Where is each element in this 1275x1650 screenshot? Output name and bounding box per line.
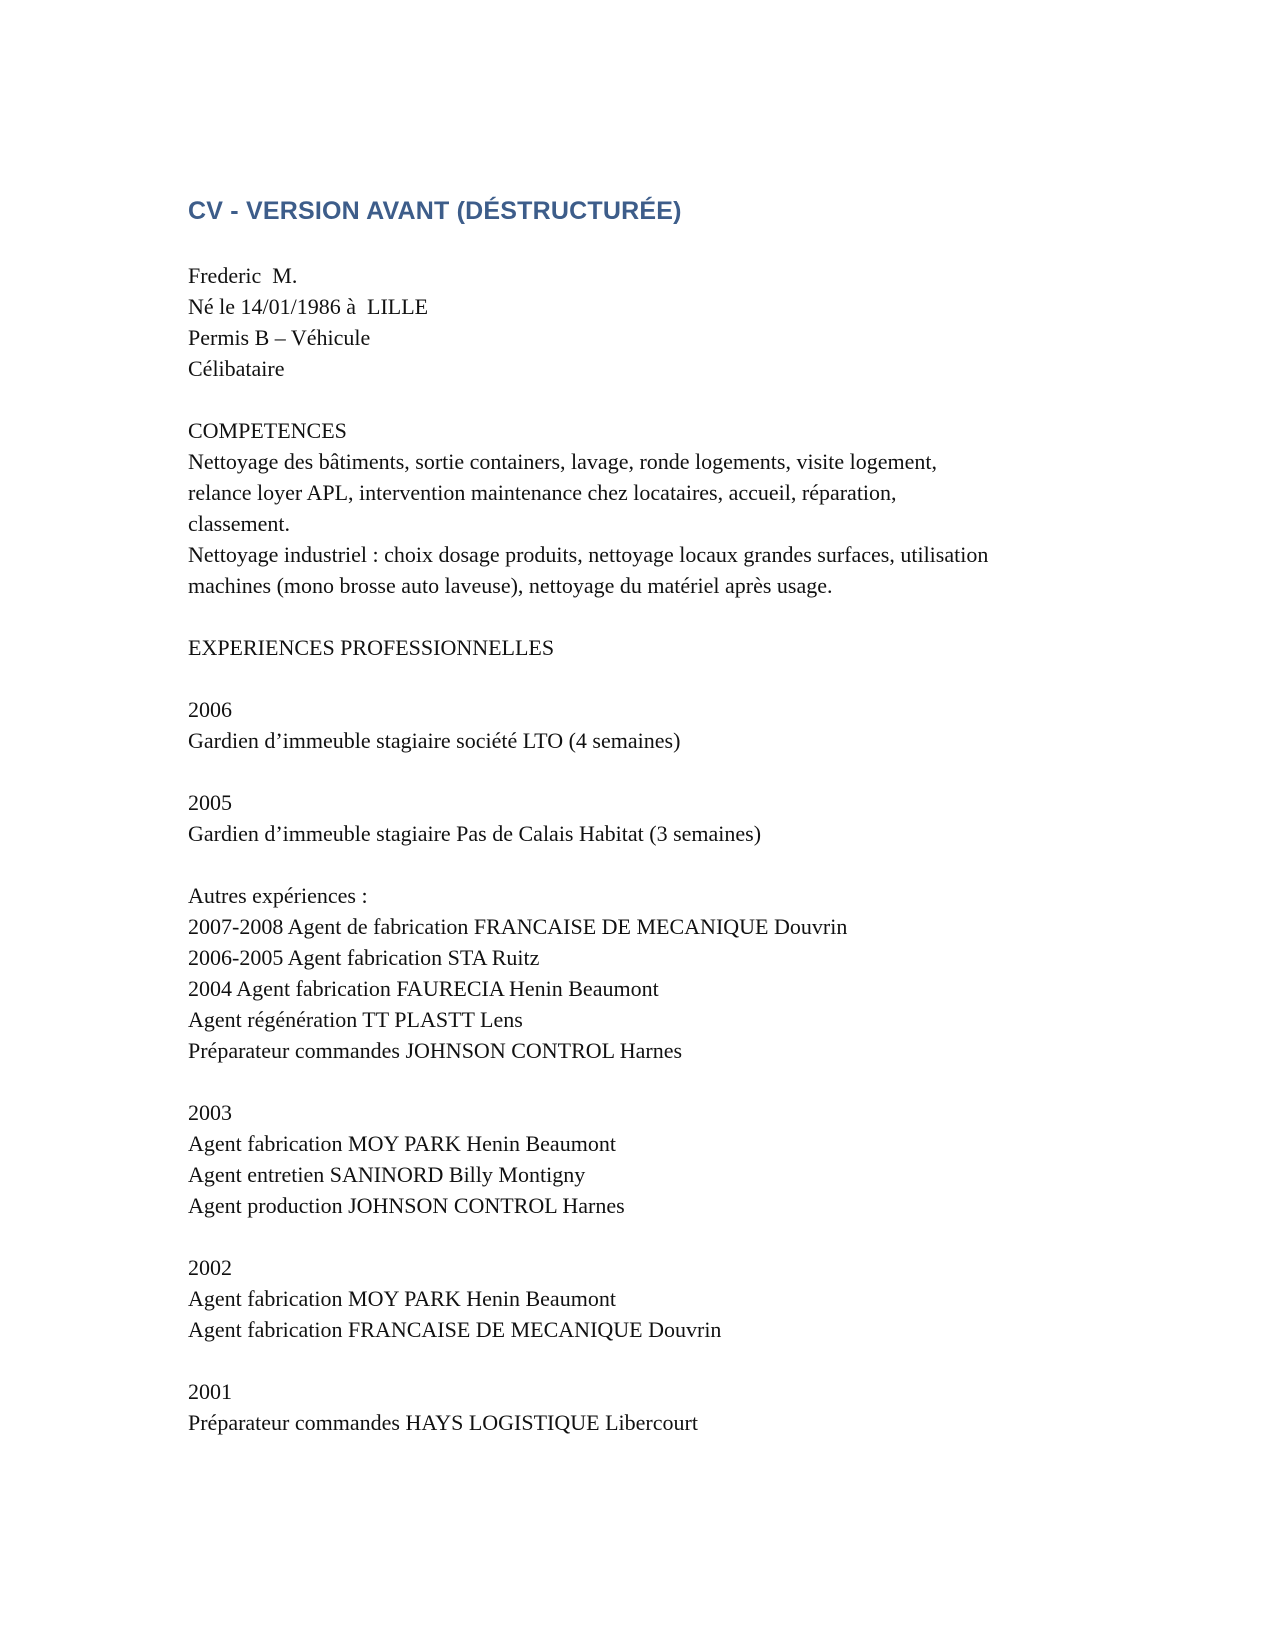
- competences-heading: COMPETENCES: [188, 418, 347, 443]
- spacer: [188, 1066, 1088, 1097]
- spacer: [188, 1345, 1088, 1376]
- experience-item: 2007-2008 Agent de fabrication FRANCAISE DE MECANIQUE Douvrin: [188, 914, 848, 939]
- candidate-name: Frederic M.: [188, 263, 298, 288]
- spacer: [188, 384, 1088, 415]
- experience-item: Agent fabrication MOY PARK Henin Beaumont: [188, 1286, 616, 1311]
- birth-info: Né le 14/01/1986 à LILLE: [188, 294, 429, 319]
- experiences-heading: EXPERIENCES PROFESSIONNELLES: [188, 635, 555, 660]
- competences-line: relance loyer APL, intervention maintenance chez locataires, accueil, réparation,: [188, 480, 897, 505]
- spacer: [188, 849, 1088, 880]
- experience-item: Préparateur commandes HAYS LOGISTIQUE Libercourt: [188, 1410, 698, 1435]
- identity-block: [188, 260, 1088, 384]
- driving-license: Permis B – Véhicule: [188, 325, 371, 350]
- competences-line: machines (mono brosse auto laveuse), nettoyage du matériel après usage.: [188, 573, 833, 598]
- competences-line: Nettoyage des bâtiments, sortie containers, lavage, ronde logements, visite logement,: [188, 449, 938, 474]
- competences-line: classement.: [188, 511, 291, 536]
- cv-page: [188, 196, 1088, 1438]
- experience-item: Gardien d’immeuble stagiaire société LTO (4 semaines): [188, 728, 681, 753]
- experience-year: 2002: [188, 1255, 232, 1280]
- experience-item: Gardien d’immeuble stagiaire Pas de Calais Habitat (3 semaines): [188, 821, 762, 846]
- experience-year: 2006: [188, 697, 232, 722]
- experience-item: Agent régénération TT PLASTT Lens: [188, 1007, 523, 1032]
- spacer: [188, 756, 1088, 787]
- experience-year-block: [188, 694, 1088, 756]
- experience-year: 2005: [188, 790, 232, 815]
- experience-item: Agent fabrication FRANCAISE DE MECANIQUE Douvrin: [188, 1317, 722, 1342]
- competences-line: Nettoyage industriel : choix dosage produits, nettoyage locaux grandes surfaces, utilisation: [188, 542, 989, 567]
- other-experiences-heading: Autres expériences :: [188, 883, 368, 908]
- spacer: [188, 1221, 1088, 1252]
- experience-item: Préparateur commandes JOHNSON CONTROL Harnes: [188, 1038, 683, 1063]
- experience-year-block: [188, 1097, 1088, 1221]
- experience-year-block: [188, 1252, 1088, 1345]
- spacer: [188, 601, 1088, 632]
- cv-body: [188, 260, 1088, 1438]
- other-experiences-block: [188, 880, 1088, 1066]
- spacer: [188, 226, 1088, 260]
- experience-year: 2003: [188, 1100, 232, 1125]
- document-title: CV - VERSION AVANT (DÉSTRUCTURÉE): [188, 197, 682, 225]
- experiences-section: [188, 632, 1088, 1438]
- competences-section: [188, 415, 1088, 601]
- experience-year-block: [188, 787, 1088, 849]
- experience-item: Agent fabrication MOY PARK Henin Beaumont: [188, 1131, 616, 1156]
- marital-status: Célibataire: [188, 356, 285, 381]
- experience-item: Agent entretien SANINORD Billy Montigny: [188, 1162, 586, 1187]
- experience-year: 2001: [188, 1379, 232, 1404]
- experience-item: Agent production JOHNSON CONTROL Harnes: [188, 1193, 625, 1218]
- experience-item: 2004 Agent fabrication FAURECIA Henin Beaumont: [188, 976, 659, 1001]
- experience-year-block: [188, 1376, 1088, 1438]
- spacer: [188, 663, 1088, 694]
- experience-item: 2006-2005 Agent fabrication STA Ruitz: [188, 945, 540, 970]
